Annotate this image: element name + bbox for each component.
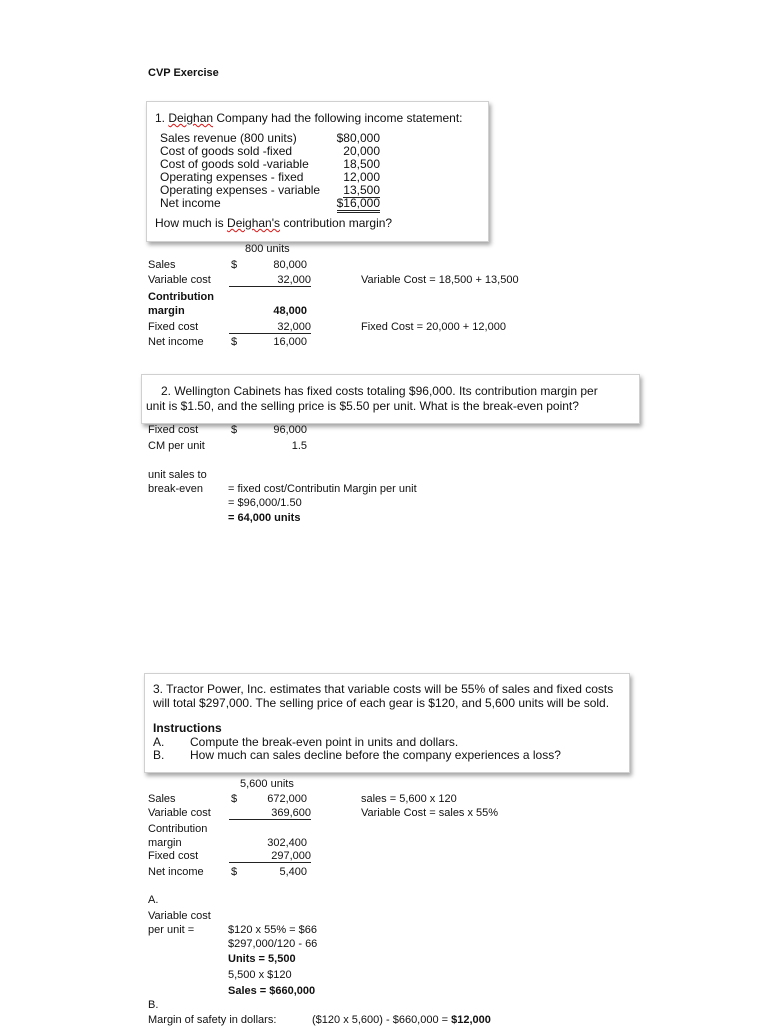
row-value-underlined: 369,600 bbox=[229, 807, 311, 820]
income-row: Operating expenses - variable bbox=[160, 183, 321, 197]
row-label: Variable cost bbox=[148, 910, 211, 922]
part-letter: A. bbox=[148, 894, 159, 906]
question-text: Company had the following income statement: bbox=[213, 111, 463, 125]
row-label: unit sales to bbox=[148, 469, 207, 481]
problem-2-line: 2. Wellington Cabinets has fixed costs totaling $96,000. Its contribution margin per bbox=[161, 384, 598, 398]
note: sales = 5,600 x 120 bbox=[361, 793, 457, 805]
dollar-sign: $ bbox=[231, 424, 238, 436]
row-value: 16,000 bbox=[273, 336, 307, 348]
calc-line: = $96,000/1.50 bbox=[228, 497, 302, 509]
row-label: margin bbox=[148, 837, 182, 849]
instruction-letter: A. bbox=[153, 735, 165, 749]
problem-1-ask bbox=[155, 216, 392, 230]
ask-text: How much is bbox=[155, 216, 228, 230]
row-value: 96,000 bbox=[273, 424, 307, 436]
problem-2-line: unit is $1.50, and the selling price is $5.50 per unit. What is the break-even point? bbox=[146, 399, 579, 413]
income-row: Cost of goods sold -fixed bbox=[160, 144, 293, 158]
calc-line: = fixed cost/Contributin Margin per unit bbox=[228, 483, 417, 495]
dollar-sign: $ bbox=[231, 793, 238, 805]
calc-line bbox=[312, 1014, 491, 1026]
dollar-sign: $ bbox=[231, 336, 238, 348]
calc-result: Units = 5,500 bbox=[228, 953, 296, 965]
note: Variable Cost = 18,500 + 13,500 bbox=[361, 274, 519, 286]
ask-text: contribution margin? bbox=[280, 216, 393, 230]
instructions-heading: Instructions bbox=[153, 721, 222, 735]
dollar-sign: $ bbox=[231, 866, 238, 878]
row-value: 302,400 bbox=[267, 837, 307, 849]
row-value: 1.5 bbox=[291, 440, 307, 452]
income-row: Net income bbox=[160, 196, 221, 210]
row-label: Margin of safety in dollars: bbox=[148, 1014, 277, 1026]
problem-1-question bbox=[155, 111, 463, 125]
row-value: 80,000 bbox=[273, 259, 307, 271]
units-header: 800 units bbox=[245, 243, 290, 255]
row-label: CM per unit bbox=[148, 440, 205, 452]
row-label: Net income bbox=[148, 866, 204, 878]
income-value bbox=[312, 196, 380, 210]
note: Fixed Cost = 20,000 + 12,000 bbox=[361, 321, 506, 333]
row-label: margin bbox=[148, 305, 185, 317]
problem-3-box bbox=[144, 673, 630, 773]
row-label: Variable cost bbox=[148, 274, 211, 286]
problem-3-line: will total $297,000. The selling price of each gear is $120, and 5,600 units will be sold. bbox=[153, 696, 610, 710]
row-label: Fixed cost bbox=[148, 424, 199, 436]
company-name-misspelled: Deighan bbox=[168, 111, 214, 125]
note: Variable Cost = sales x 55% bbox=[361, 807, 499, 819]
income-value bbox=[312, 183, 380, 197]
instruction-text: Compute the break-even point in units and dollars. bbox=[190, 735, 459, 749]
part-letter: B. bbox=[148, 999, 159, 1011]
income-row: Cost of goods sold -variable bbox=[160, 157, 309, 171]
calc-line: $120 x 55% = $66 bbox=[228, 924, 317, 936]
calc-line: 5,500 x $120 bbox=[228, 969, 292, 981]
instruction-text: How much can sales decline before the company experiences a loss? bbox=[190, 748, 561, 762]
row-label: Contribution bbox=[148, 291, 214, 303]
row-label: Contribution bbox=[148, 823, 208, 835]
row-label: Variable cost bbox=[148, 807, 211, 819]
margin-of-safety-result: $12,000 bbox=[451, 1014, 491, 1026]
net-income-total: $16,000 bbox=[337, 196, 380, 213]
instruction-letter: B. bbox=[153, 748, 165, 762]
problem-3-line: 3. Tractor Power, Inc. estimates that variable costs will be 55% of sales and fixed costs bbox=[153, 682, 614, 696]
income-value: $80,000 bbox=[336, 131, 380, 145]
row-value-underlined: 32,000 bbox=[229, 274, 311, 287]
row-value: 5,400 bbox=[279, 866, 307, 878]
units-header: 5,600 units bbox=[240, 778, 294, 790]
question-number: 1. bbox=[155, 111, 169, 125]
problem-2-box bbox=[141, 374, 640, 424]
margin-of-safety-calc: ($120 x 5,600) - $660,000 = bbox=[312, 1014, 452, 1026]
income-value: 18,500 bbox=[343, 157, 380, 171]
row-value-underlined: 32,000 bbox=[229, 321, 311, 334]
row-label: break-even bbox=[148, 483, 204, 495]
income-value-underlined: 13,500 bbox=[343, 183, 380, 197]
row-label: per unit = bbox=[148, 924, 195, 936]
row-value-underlined: 297,000 bbox=[229, 850, 311, 863]
row-label: Net income bbox=[148, 336, 204, 348]
income-value: 12,000 bbox=[343, 170, 380, 184]
problem-1-box bbox=[146, 101, 489, 242]
income-row: Operating expenses - fixed bbox=[160, 170, 304, 184]
row-label: Sales bbox=[148, 793, 176, 805]
row-value: 672,000 bbox=[267, 793, 307, 805]
row-label: Fixed cost bbox=[148, 850, 199, 862]
row-label: Sales bbox=[148, 259, 176, 271]
calc-line: $297,000/120 - 66 bbox=[228, 938, 318, 950]
company-name-misspelled: Deighan's bbox=[227, 216, 281, 230]
dollar-sign: $ bbox=[231, 259, 238, 271]
row-value: 48,000 bbox=[273, 305, 307, 317]
calc-result: Sales = $660,000 bbox=[228, 985, 316, 997]
row-label: Fixed cost bbox=[148, 321, 199, 333]
calc-result: = 64,000 units bbox=[228, 512, 301, 524]
income-value: 20,000 bbox=[343, 144, 380, 158]
income-row: Sales revenue (800 units) bbox=[160, 131, 297, 145]
document-title: CVP Exercise bbox=[148, 67, 219, 79]
